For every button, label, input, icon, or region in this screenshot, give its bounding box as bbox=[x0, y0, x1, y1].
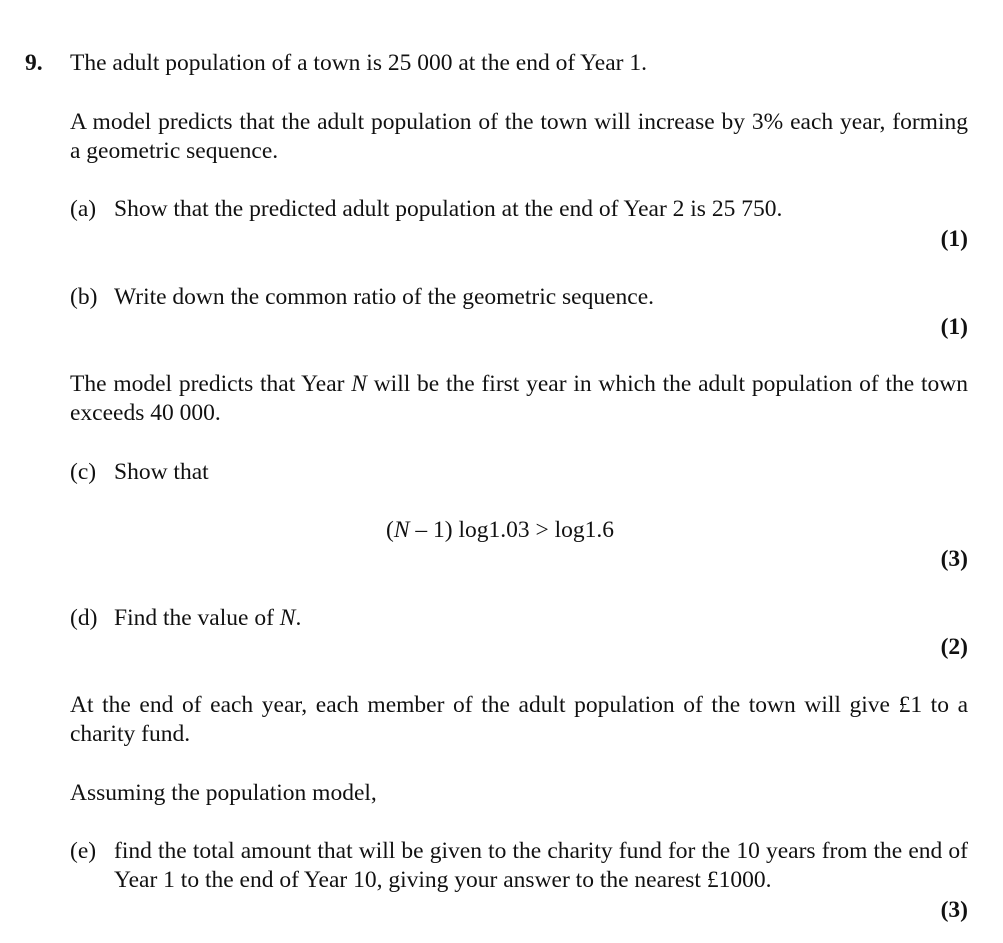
question-number: 9. bbox=[25, 50, 43, 76]
part-d-text-before: Find the value of bbox=[114, 605, 280, 631]
part-a-marks: (1) bbox=[940, 226, 968, 252]
part-c-marks: (3) bbox=[940, 546, 968, 572]
inequality-equation bbox=[0, 516, 1000, 545]
part-d-marks: (2) bbox=[940, 634, 968, 660]
part-c-label: (c) bbox=[70, 459, 97, 485]
equation-rest: – 1) log1.03 > log1.6 bbox=[409, 517, 615, 543]
year-n-text-after: will be the first year in which the adult population of the town exceeds 40 000. bbox=[70, 371, 968, 426]
part-d-variable: N bbox=[279, 605, 296, 631]
question-intro: The adult population of a town is 25 000 at the end of Year 1. bbox=[70, 50, 647, 76]
part-d-text-after: . bbox=[295, 605, 302, 631]
year-n-paragraph bbox=[70, 370, 968, 428]
part-e-text: find the total amount that will be given to the charity fund for the 10 years from the end of Year 1 to the end of Year 10, giving your answer to the nearest £1000. bbox=[114, 838, 968, 893]
part-d-label: (d) bbox=[70, 605, 98, 631]
part-a-label: (a) bbox=[70, 196, 97, 222]
equation-variable: N bbox=[393, 517, 410, 543]
charity-paragraph: At the end of each year, each member of the adult population of the town will give £1 to a charity fund. bbox=[70, 692, 968, 747]
assuming-paragraph: Assuming the population model, bbox=[70, 780, 377, 806]
year-n-variable: N bbox=[351, 371, 367, 397]
part-d-text bbox=[114, 604, 968, 633]
part-e-label: (e) bbox=[70, 838, 97, 864]
part-a-text: Show that the predicted adult population at the end of Year 2 is 25 750. bbox=[114, 196, 783, 222]
model-description: A model predicts that the adult population of the town will increase by 3% each year, forming a geometric sequence. bbox=[70, 109, 968, 164]
year-n-text-before: The model predicts that Year bbox=[70, 371, 352, 397]
part-e-marks: (3) bbox=[940, 897, 968, 923]
part-b-text: Write down the common ratio of the geometric sequence. bbox=[114, 284, 655, 310]
part-c-text: Show that bbox=[114, 459, 209, 485]
part-b-label: (b) bbox=[70, 284, 98, 310]
equation-open: ( bbox=[385, 517, 394, 543]
part-b-marks: (1) bbox=[940, 314, 968, 340]
